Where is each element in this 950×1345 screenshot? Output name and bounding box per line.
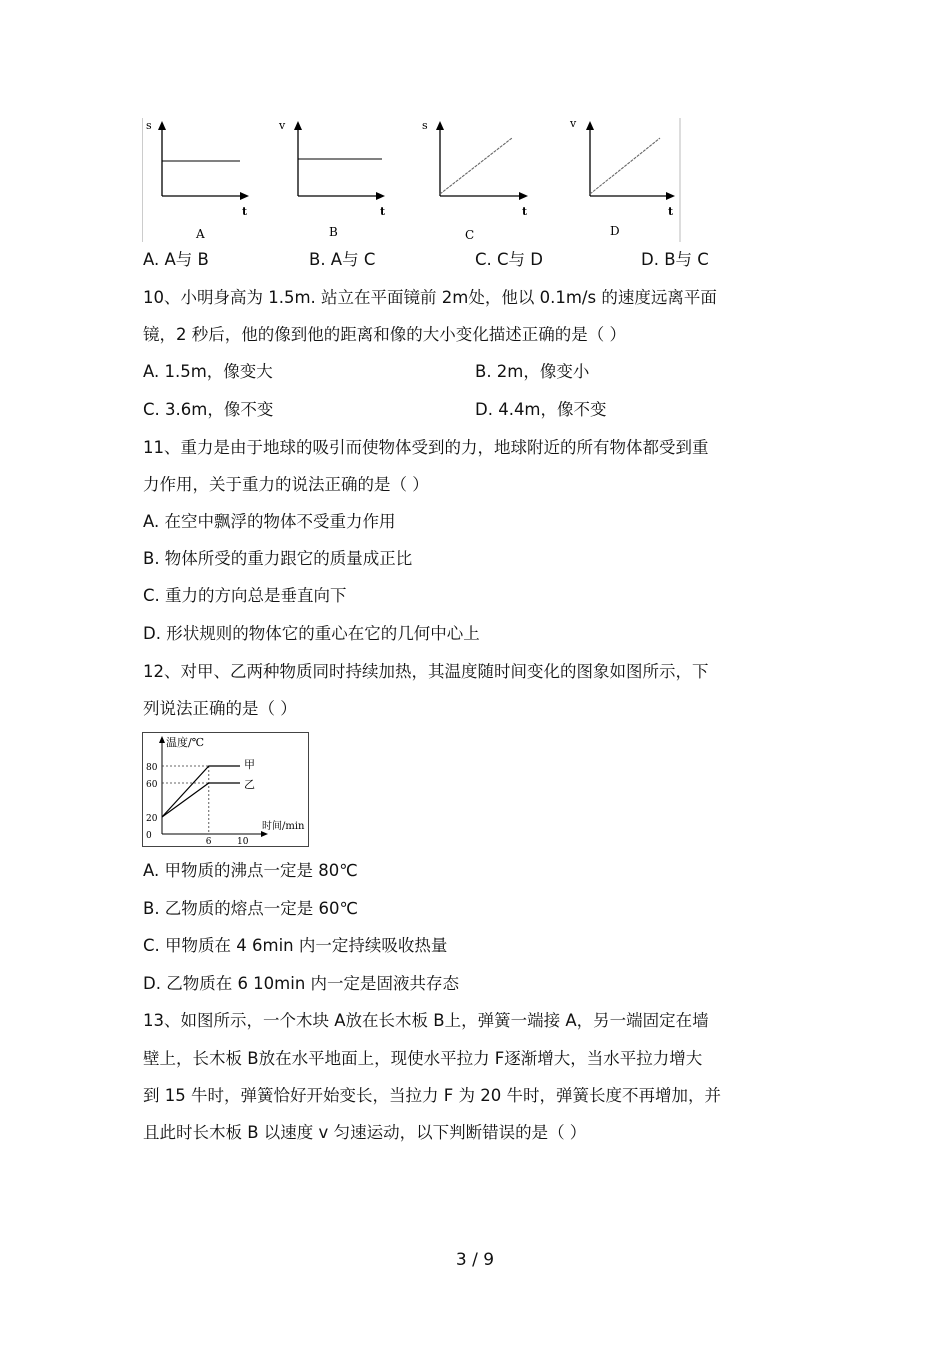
q12-option-c: C. 甲物质在 4 6min 内一定持续吸收热量 — [143, 936, 448, 955]
chart-x-tick-1: 6 — [205, 837, 212, 847]
chart-ylabel: 温度/℃ — [166, 736, 205, 749]
graph-b-xlabel: t — [380, 205, 386, 218]
graph-d-ylabel: v — [570, 118, 577, 130]
chart-y-tick-3: 80 — [146, 763, 158, 773]
q12-temperature-chart — [142, 732, 310, 848]
graph-a-xlabel: t — [242, 205, 248, 218]
graph-c-letter: C — [465, 228, 475, 242]
chart-y-tick-1: 20 — [146, 814, 158, 824]
q10-stem-line2: 镜，2 秒后，他的像到他的距离和像的大小变化描述正确的是（ ） — [143, 325, 626, 344]
chart-y-tick-2: 60 — [146, 780, 158, 790]
q13-stem-line2: 壁上，长木板 B放在水平地面上，现使水平拉力 F逐渐增大，当水平拉力增大 — [143, 1049, 703, 1068]
q13-stem-line4: 且此时长木板 B 以速度 v 匀速运动，以下判断错误的是（ ） — [143, 1123, 587, 1142]
q9-option-c: C. C与 D — [475, 250, 543, 269]
chart-series-label-1: 乙 — [244, 778, 255, 791]
q10-option-a: A. 1.5m，像变大 — [143, 362, 273, 381]
chart-series-line-0 — [162, 766, 240, 817]
graph-d — [569, 118, 675, 238]
chart-series-line-1 — [162, 783, 240, 817]
q9-option-a: A. A与 B — [143, 250, 209, 269]
q13-stem-line1: 13、如图所示，一个木块 A放在长木板 B上，弹簧一端接 A，另一端固定在墙 — [143, 1011, 709, 1030]
graph-d-xlabel: t — [668, 205, 674, 218]
q11-option-d: D. 形状规则的物体它的重心在它的几何中心上 — [143, 624, 480, 643]
graph-c-xlabel: t — [522, 205, 528, 218]
q9-option-b: B. A与 C — [309, 250, 376, 269]
q12-option-d: D. 乙物质在 6 10min 内一定是固液共存态 — [143, 974, 460, 993]
q10-option-b: B. 2m，像变小 — [475, 362, 590, 381]
chart-y-tick-0: 0 — [146, 831, 152, 841]
q10-stem-line1: 10、小明身高为 1.5m. 站立在平面镜前 2m处，他以 0.1m/s 的速度远离平面 — [143, 288, 717, 307]
page-number: 3 / 9 — [455, 1250, 495, 1270]
graph-d-letter: D — [610, 224, 620, 238]
q9-graphs-figure — [142, 118, 682, 243]
graph-b-letter: B — [329, 225, 338, 239]
graph-b — [278, 119, 386, 239]
chart-xlabel: 时间/min — [262, 821, 305, 832]
q10-option-c: C. 3.6m，像不变 — [143, 400, 274, 419]
graph-a-letter: A — [196, 227, 205, 241]
q11-option-b: B. 物体所受的重力跟它的质量成正比 — [143, 549, 413, 568]
q12-stem-line2: 列说法正确的是（ ） — [143, 699, 297, 718]
q12-option-b: B. 乙物质的熔点一定是 60℃ — [143, 899, 359, 918]
q12-stem-line1: 12、对甲、乙两种物质同时持续加热，其温度随时间变化的图象如图所示，下 — [143, 662, 709, 681]
graph-c — [422, 119, 528, 242]
graph-c-ylabel: s — [422, 119, 428, 132]
graph-b-ylabel: v — [279, 119, 286, 132]
q13-stem-line3: 到 15 牛时，弹簧恰好开始变长，当拉力 F 为 20 牛时，弹簧长度不再增加，并 — [143, 1086, 721, 1105]
graph-a — [146, 119, 249, 241]
q11-option-a: A. 在空中飘浮的物体不受重力作用 — [143, 512, 396, 531]
chart-x-tick-2: 10 — [237, 837, 249, 847]
chart-series-label-0: 甲 — [244, 758, 255, 771]
q10-option-d: D. 4.4m，像不变 — [475, 400, 607, 419]
graph-a-ylabel: s — [146, 119, 152, 132]
q12-option-a: A. 甲物质的沸点一定是 80℃ — [143, 861, 358, 880]
q11-stem-line1: 11、重力是由于地球的吸引而使物体受到的力，地球附近的所有物体都受到重 — [143, 438, 709, 457]
q11-option-c: C. 重力的方向总是垂直向下 — [143, 586, 347, 605]
q9-option-d: D. B与 C — [641, 250, 709, 269]
q11-stem-line2: 力作用，关于重力的说法正确的是（ ） — [143, 475, 429, 494]
